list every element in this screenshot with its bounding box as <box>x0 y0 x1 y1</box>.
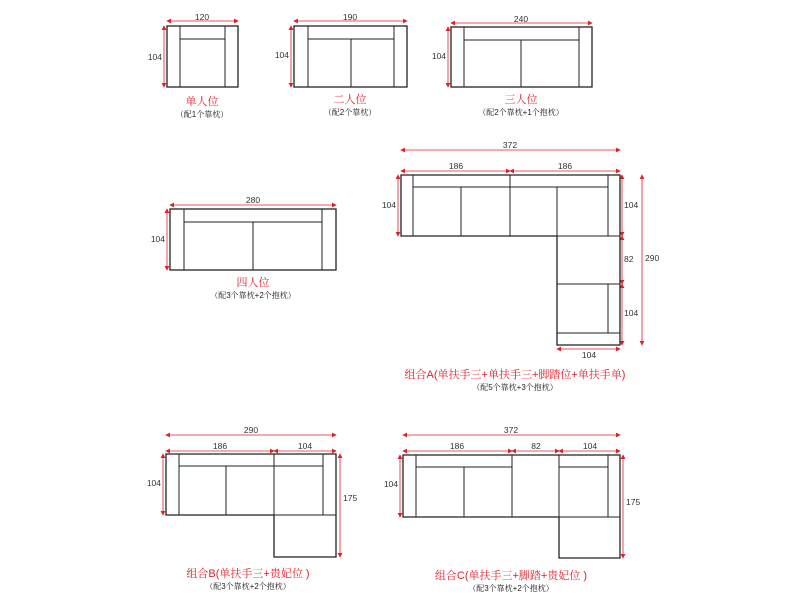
combo-b-right-depth-label: 175 <box>343 493 358 503</box>
combo-b <box>147 425 358 591</box>
combo-a-bottom-width-label: 104 <box>581 350 597 360</box>
combo-c-right-seg-label: 104 <box>582 441 598 451</box>
double-title: 二人位 <box>333 94 367 106</box>
combo-c <box>384 425 641 593</box>
combo-b-outline <box>166 454 336 557</box>
quad-note: （配3个靠枕+2个抱枕） <box>210 291 296 300</box>
combo-a-right-mid-label: 82 <box>624 254 634 264</box>
sofa-double <box>275 12 407 117</box>
quad-width-label: 280 <box>245 195 261 205</box>
quad-depth-label: 104 <box>150 234 165 244</box>
triple-depth-label: 104 <box>431 51 446 61</box>
triple-note: （配2个靠枕+1个抱枕） <box>478 108 564 117</box>
combo-b-total-width-label: 290 <box>243 425 259 435</box>
double-depth-label: 104 <box>274 50 289 60</box>
double-note: （配2个靠枕） <box>323 108 377 117</box>
combo-a-right-seg-label: 186 <box>557 161 573 171</box>
combo-c-title: 组合C(单扶手三+脚踏+贵妃位 ) <box>434 570 588 582</box>
combo-c-left-depth-label: 104 <box>383 479 398 489</box>
single-note: （配1个靠枕） <box>175 110 229 119</box>
triple-width-label: 240 <box>513 14 529 24</box>
single-width-label: 120 <box>194 12 210 22</box>
sofa-single <box>148 12 238 119</box>
combo-a <box>382 140 660 392</box>
sofa-quad <box>151 195 336 300</box>
combo-a-title: 组合A(单扶手三+单扶手三+脚踏位+单扶手单) <box>404 369 626 381</box>
combo-a-left-seg-label: 186 <box>448 161 464 171</box>
combo-a-right-bottom-label: 104 <box>624 308 639 318</box>
triple-title: 三人位 <box>504 94 538 106</box>
combo-c-mid-seg-label: 82 <box>531 441 541 451</box>
combo-b-left-seg-label: 186 <box>212 441 228 451</box>
combo-c-total-width-label: 372 <box>503 425 519 435</box>
single-sofa-outline <box>167 26 238 87</box>
combo-c-left-seg-label: 186 <box>449 441 465 451</box>
quad-title: 四人位 <box>236 277 270 289</box>
combo-a-right-total-label: 290 <box>645 253 660 263</box>
double-width-label: 190 <box>342 12 358 22</box>
combo-a-right-top-label: 104 <box>624 200 639 210</box>
combo-a-note: （配5个靠枕+3个抱枕） <box>472 383 558 392</box>
combo-c-note: （配3个靠枕+2个抱枕） <box>468 584 554 593</box>
combo-a-total-width-label: 372 <box>502 140 518 150</box>
combo-a-left-depth-label: 104 <box>381 200 396 210</box>
combo-b-note: （配3个靠枕+2个抱枕） <box>205 582 291 591</box>
combo-c-right-depth-label: 175 <box>626 497 641 507</box>
combo-b-right-seg-label: 104 <box>297 441 313 451</box>
combo-b-left-depth-label: 104 <box>146 478 161 488</box>
single-title: 单人位 <box>185 96 219 108</box>
combo-b-title: 组合B(单扶手三+贵妃位 ) <box>186 568 310 580</box>
sofa-triple <box>432 14 592 117</box>
single-depth-label: 104 <box>147 52 162 62</box>
